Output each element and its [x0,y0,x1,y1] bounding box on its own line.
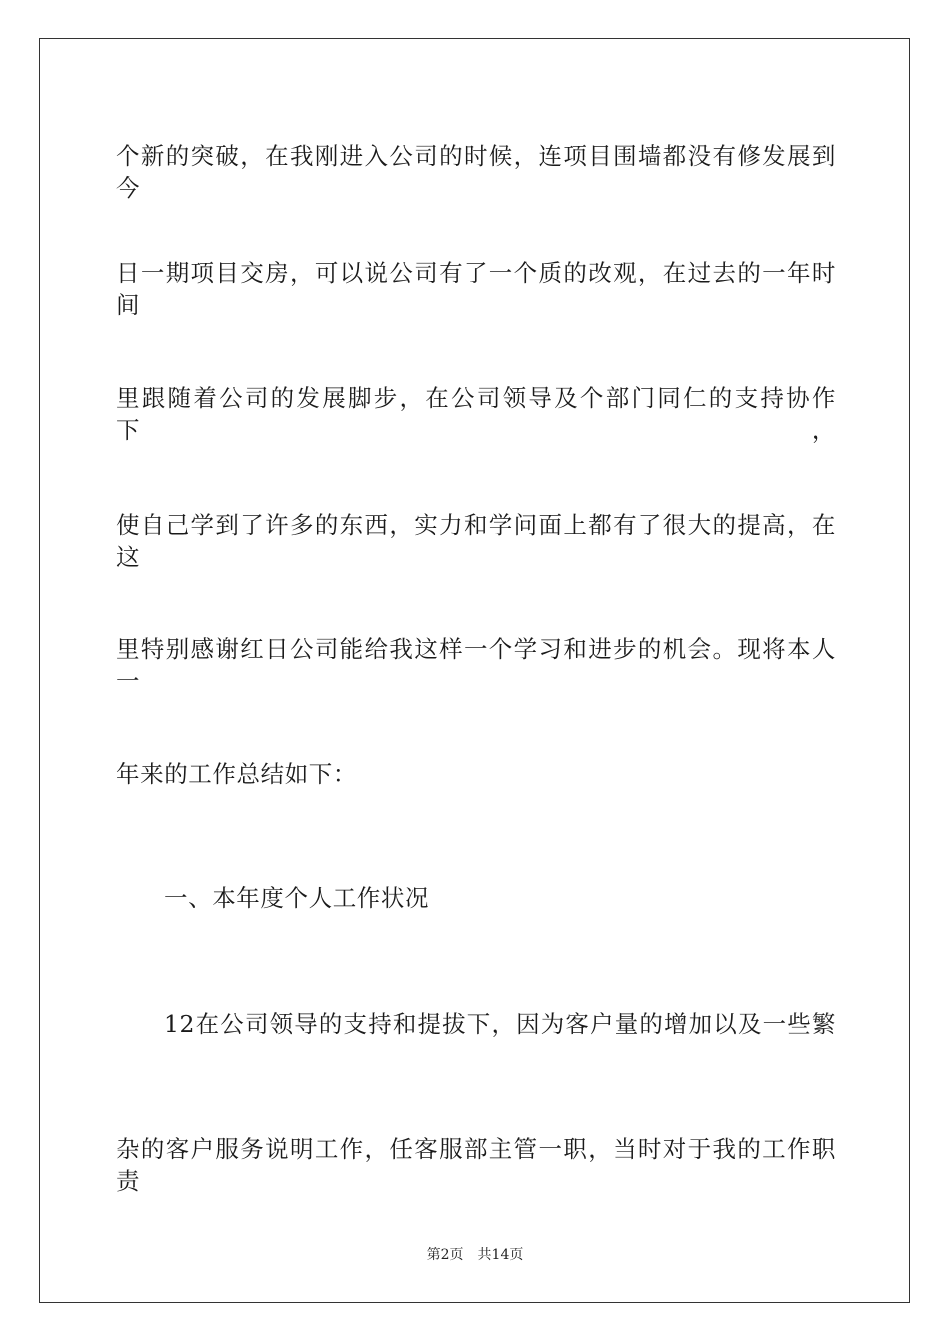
body-text-line-8: 12在公司领导的支持和提拔下，因为客户量的增加以及一些繁 [164,1010,836,1038]
page-total: 共14页 [477,1247,524,1263]
body-text-line-3: 里跟随着公司的发展脚步，在公司领导及个部门同仁的支持协作下， [116,384,836,444]
body-text-line-6: 年来的工作总结如下： [116,760,357,788]
body-text-line-9: 杂的客户服务说明工作，任客服部主管一职，当时对于我的工作职责 [116,1135,836,1195]
body-text-line-2: 日一期项目交房，可以说公司有了一个质的改观，在过去的一年时间 [116,259,836,319]
body-text-line-1: 个新的突破，在我刚进入公司的时候，连项目围墙都没有修发展到今 [116,142,836,202]
page-number: 第2页 [426,1247,464,1263]
body-text-line-5: 里特别感谢红日公司能给我这样一个学习和进步的机会。现将本人一 [116,635,836,695]
page-footer [0,1246,950,1264]
section-heading: 一、本年度个人工作状况 [164,884,430,912]
body-text-line-4: 使自己学到了许多的东西，实力和学问面上都有了很大的提高，在这 [116,511,836,571]
page-border [39,38,910,1303]
